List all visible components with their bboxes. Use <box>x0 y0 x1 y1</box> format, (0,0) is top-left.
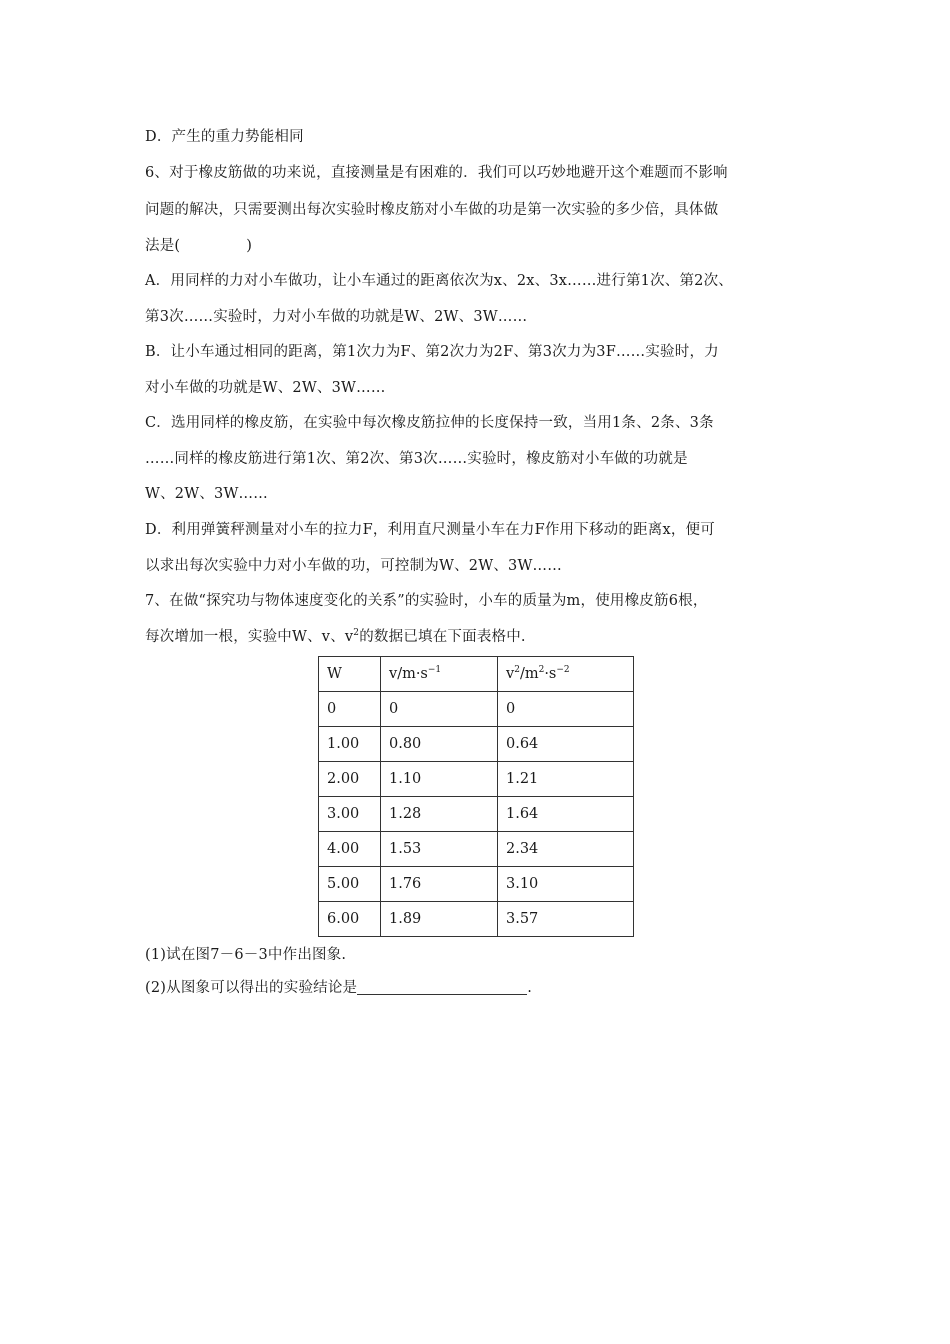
question-7-line-2 <box>145 627 526 647</box>
question-6-line-3 <box>145 236 252 256</box>
table-cell: 2.34 <box>498 832 634 867</box>
table-cell: 1.28 <box>381 797 498 832</box>
header-w: W <box>319 657 381 692</box>
table-row <box>319 762 634 797</box>
table-cell: 1.64 <box>498 797 634 832</box>
table-cell: 2.00 <box>319 762 381 797</box>
option-c-line-2: ……同样的橡皮筋进行第1次、第2次、第3次……实验时，橡皮筋对小车做的功就是 <box>145 451 688 467</box>
table-cell: 1.10 <box>381 762 498 797</box>
table-cell: 1.76 <box>381 867 498 902</box>
table-cell: 3.00 <box>319 797 381 832</box>
table-cell: 1.89 <box>381 902 498 937</box>
question-6-close-paren: ) <box>246 238 253 254</box>
table-cell: 3.10 <box>498 867 634 902</box>
option-a-line-1: A．用同样的力对小车做功，让小车通过的距离依次为x、2x、3x……进行第1次、第2次、 <box>145 273 734 289</box>
table-header-row <box>319 657 634 692</box>
header-v-squared: $v^2/m^2\cdot s^{-2}$ <box>498 657 634 692</box>
table-cell: 4.00 <box>319 832 381 867</box>
question-6-line-2: 问题的解决，只需要测出每次实验时橡皮筋对小车做的功是第一次实验的多少倍，具体做 <box>145 202 719 218</box>
table-row <box>319 727 634 762</box>
option-b-line-1: B．让小车通过相同的距离，第1次力为F、第2次力为2F、第3次力为3F……实验时，力 <box>145 344 719 360</box>
question-7-text-a: 每次增加一根，实验中W、v、v <box>145 629 354 645</box>
table-cell: 0.64 <box>498 727 634 762</box>
header-v: $v/m\cdot s^{-1}$ <box>381 657 498 692</box>
option-d-line-1: D．利用弹簧秤测量对小车的拉力F，利用直尺测量小车在力F作用下移动的距离x，便可 <box>145 522 715 538</box>
superscript: 2 <box>353 628 360 638</box>
sub-question-2-period: . <box>527 980 533 996</box>
table-row <box>319 902 634 937</box>
table-cell: 0 <box>319 692 381 727</box>
sub-question-1: (1)试在图7－6－3中作出图象. <box>145 947 347 963</box>
table-row <box>319 832 634 867</box>
table-cell: 3.57 <box>498 902 634 937</box>
question-6-prompt: 法是( <box>145 238 181 254</box>
table-cell: 0 <box>498 692 634 727</box>
option-d-q5: D．产生的重力势能相同 <box>145 129 304 145</box>
table-cell: 0 <box>381 692 498 727</box>
table-cell: 1.00 <box>319 727 381 762</box>
data-table <box>318 656 634 937</box>
question-6-line-1: 6、对于橡皮筋做的功来说，直接测量是有困难的．我们可以巧妙地避开这个难题而不影响 <box>145 165 728 181</box>
question-7-line-1: 7、在做“探究功与物体速度变化的关系”的实验时，小车的质量为m，使用橡皮筋6根， <box>145 593 708 609</box>
table-cell: 1.53 <box>381 832 498 867</box>
table-row <box>319 867 634 902</box>
option-d-line-2: 以求出每次实验中力对小车做的功，可控制为W、2W、3W…… <box>145 558 562 574</box>
table-cell: 6.00 <box>319 902 381 937</box>
question-7-text-b: 的数据已填在下面表格中. <box>359 629 526 645</box>
table-cell: 1.21 <box>498 762 634 797</box>
table-row <box>319 797 634 832</box>
option-a-line-2: 第3次……实验时，力对小车做的功就是W、2W、3W…… <box>145 309 528 325</box>
option-c-line-1: C．选用同样的橡皮筋，在实验中每次橡皮筋拉伸的长度保持一致，当用1条、2条、3条 <box>145 415 714 431</box>
sub-question-2-prompt: (2)从图象可以得出的实验结论是 <box>145 980 358 996</box>
option-b-line-2: 对小车做的功就是W、2W、3W…… <box>145 380 386 396</box>
table-cell: 5.00 <box>319 867 381 902</box>
option-c-line-3: W、2W、3W…… <box>145 486 268 502</box>
table-cell: 0.80 <box>381 727 498 762</box>
answer-blank <box>357 980 527 995</box>
sub-question-2 <box>145 978 532 998</box>
table-row <box>319 692 634 727</box>
